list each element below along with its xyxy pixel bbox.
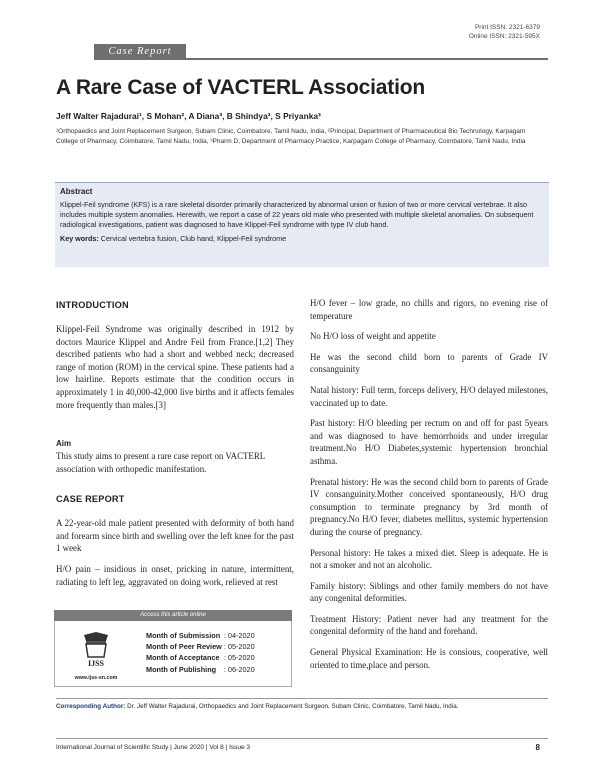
introduction-heading: INTRODUCTION	[56, 300, 129, 310]
case-paragraph-1: A 22-year-old male patient presented with deformity of both hand and forearm since birth and swelling over the left knee for the past 1 week	[56, 518, 294, 554]
right-column	[310, 297, 548, 679]
abstract-heading: Abstract	[60, 187, 93, 196]
section-divider	[186, 58, 548, 60]
case-report-heading: CASE REPORT	[56, 494, 125, 504]
article-title: A Rare Case of VACTERL Association	[56, 76, 425, 99]
date-row	[146, 664, 255, 675]
paragraph: No H/O loss of weight and appetite	[310, 331, 436, 342]
online-issn: Online ISSN: 2321-595X	[468, 32, 540, 40]
paragraph: Past history: H/O bleeding per rectum on and off for past 5years and was diagnosed to have hemorrhoids and under irregular treatment.No H/O Diabetes,systemic hypertension bronchial asthma.	[310, 418, 548, 466]
date-row	[146, 641, 255, 652]
corresponding-label: Corresponding Author:	[56, 703, 126, 710]
author-list: Jeff Walter Rajadurai¹, S Mohan², A Diana³, B Shindya³, S Priyanka³	[56, 111, 321, 121]
ijss-logo-icon	[62, 631, 130, 669]
date-value: : 04-2020	[223, 631, 255, 640]
paragraph: Personal history: He takes a mixed diet. Sleep is adequate. He is not a smoker and not an alcoholic.	[310, 547, 548, 571]
abstract-text: Klippel-Feil syndrome (KFS) is a rare skeletal disorder primarily characterized by abnormal union or fusion of two or more cervical vertebrae. It also includes multiple system anomalies. Herewith, we report a case of 22 years old male who presented with multiple skeletal anomalies. On subsequent radiological investigations, patient was diagnosed to have Klippel-Feil syndrome with type IV club hand.	[60, 200, 534, 229]
date-label: Month of Publishing	[146, 664, 217, 674]
keywords-label: Key words:	[60, 234, 99, 243]
case-paragraph-2: H/O pain – insidious in onset, pricking in nature, intermittent, radiating to left leg, aggravated on doing work, relieved at rest	[56, 564, 294, 587]
date-label: Month of Submission	[146, 631, 221, 640]
date-label: Month of Peer Review	[146, 642, 222, 652]
journal-citation: International Journal of Scientific Study | June 2020 | Vol 8 | Issue 3	[56, 744, 251, 751]
paragraph: Natal history: Full term, forceps delivery, H/O delayed milestones, vaccinated up to date.	[310, 384, 548, 408]
date-value: : 05-2020	[223, 642, 255, 652]
date-row	[146, 630, 255, 641]
paragraph: Treatment History: Patient never had any treatment for the congenital deformity of the hand and forehand.	[310, 613, 548, 637]
date-value: : 05-2020	[223, 653, 255, 663]
corresponding-text: Dr. Jeff Walter Rajadurai, Orthopaedics and Joint Replacement Surgeon, Subam Clinic, Coimbatore, Tamil Nadu, India.	[127, 703, 459, 710]
keywords	[60, 234, 544, 244]
abstract-box	[55, 182, 549, 267]
keywords-text: Cervical vertebra fusion, Club hand, Klippel-Feil syndrome	[100, 234, 287, 243]
aim-text: This study aims to present a rare case report on VACTERL association with orthopedic manifestation.	[56, 451, 265, 474]
paragraph: General Physical Examination: He is consious, cooperative, well oriented to time,place and person.	[310, 647, 548, 670]
footer-divider	[56, 738, 548, 739]
affiliations: ¹Orthopaedics and Joint Replacement Surgeon, Subam Clinic, Coimbatore, Tamil Nadu, India, ²Principal, Department of Pharmaceutical Bio Technology, Karpagam College of Pharmacy, Coimbatore, Tamil Nadu, India, ³Pharm D, Department of Pharmacy Practice, Karpagam College of Pharmacy, Coimbatore, Tamil Nadu, India	[56, 128, 526, 145]
date-row	[146, 652, 255, 663]
paragraph: H/O fever – low grade, no chills and rigors, no evening rise of temperature	[310, 298, 548, 321]
date-label: Month of Acceptance	[146, 653, 220, 663]
print-issn: Print ISSN: 2321-6379	[474, 24, 540, 31]
logo-lettering: IJSS	[87, 659, 105, 668]
date-value: : 06-2020	[223, 664, 255, 674]
aim-heading: Aim	[56, 439, 72, 448]
footnote-divider	[56, 698, 548, 699]
page-footer	[56, 744, 548, 751]
paragraph: Family history: Siblings and other family members do not have any congenital deformities.	[310, 580, 548, 604]
section-tab: Case Report	[94, 44, 186, 60]
paragraph: Prenatal history: He was the second child born to parents of Grade IV consanguinity.Mother conceived spontaneously, H/O drug consumption to terminate pregnancy by 3rd month of pregnancy.No H/O fever, diabetes mellitus, systemic hypertension during the course of pregnancy.	[310, 476, 548, 537]
paragraph: He was the second child born to parents of Grade IV consanguinity	[310, 351, 548, 375]
page-number: 8	[535, 743, 540, 752]
access-online-bar: Access this article online	[54, 610, 292, 621]
publication-dates	[146, 630, 255, 675]
corresponding-author	[56, 702, 548, 712]
issn-block	[469, 24, 540, 41]
journal-url[interactable]: www.ijss-sn.com	[74, 675, 118, 681]
introduction-text: Klippel-Feil Syndrome was originally described in 1912 by doctors Maurice Klippel and Andre Feil from France.[1,2] They described patients who had a short and webbed neck; decreased range of motion (ROM) in the cervical spine. These patients had a low hairline. Reports estimate that the condition occurs in approximately 1 in 40,000-42,000 live births and it affects females more frequently than males.[3]	[56, 324, 294, 410]
journal-logo	[62, 631, 130, 669]
